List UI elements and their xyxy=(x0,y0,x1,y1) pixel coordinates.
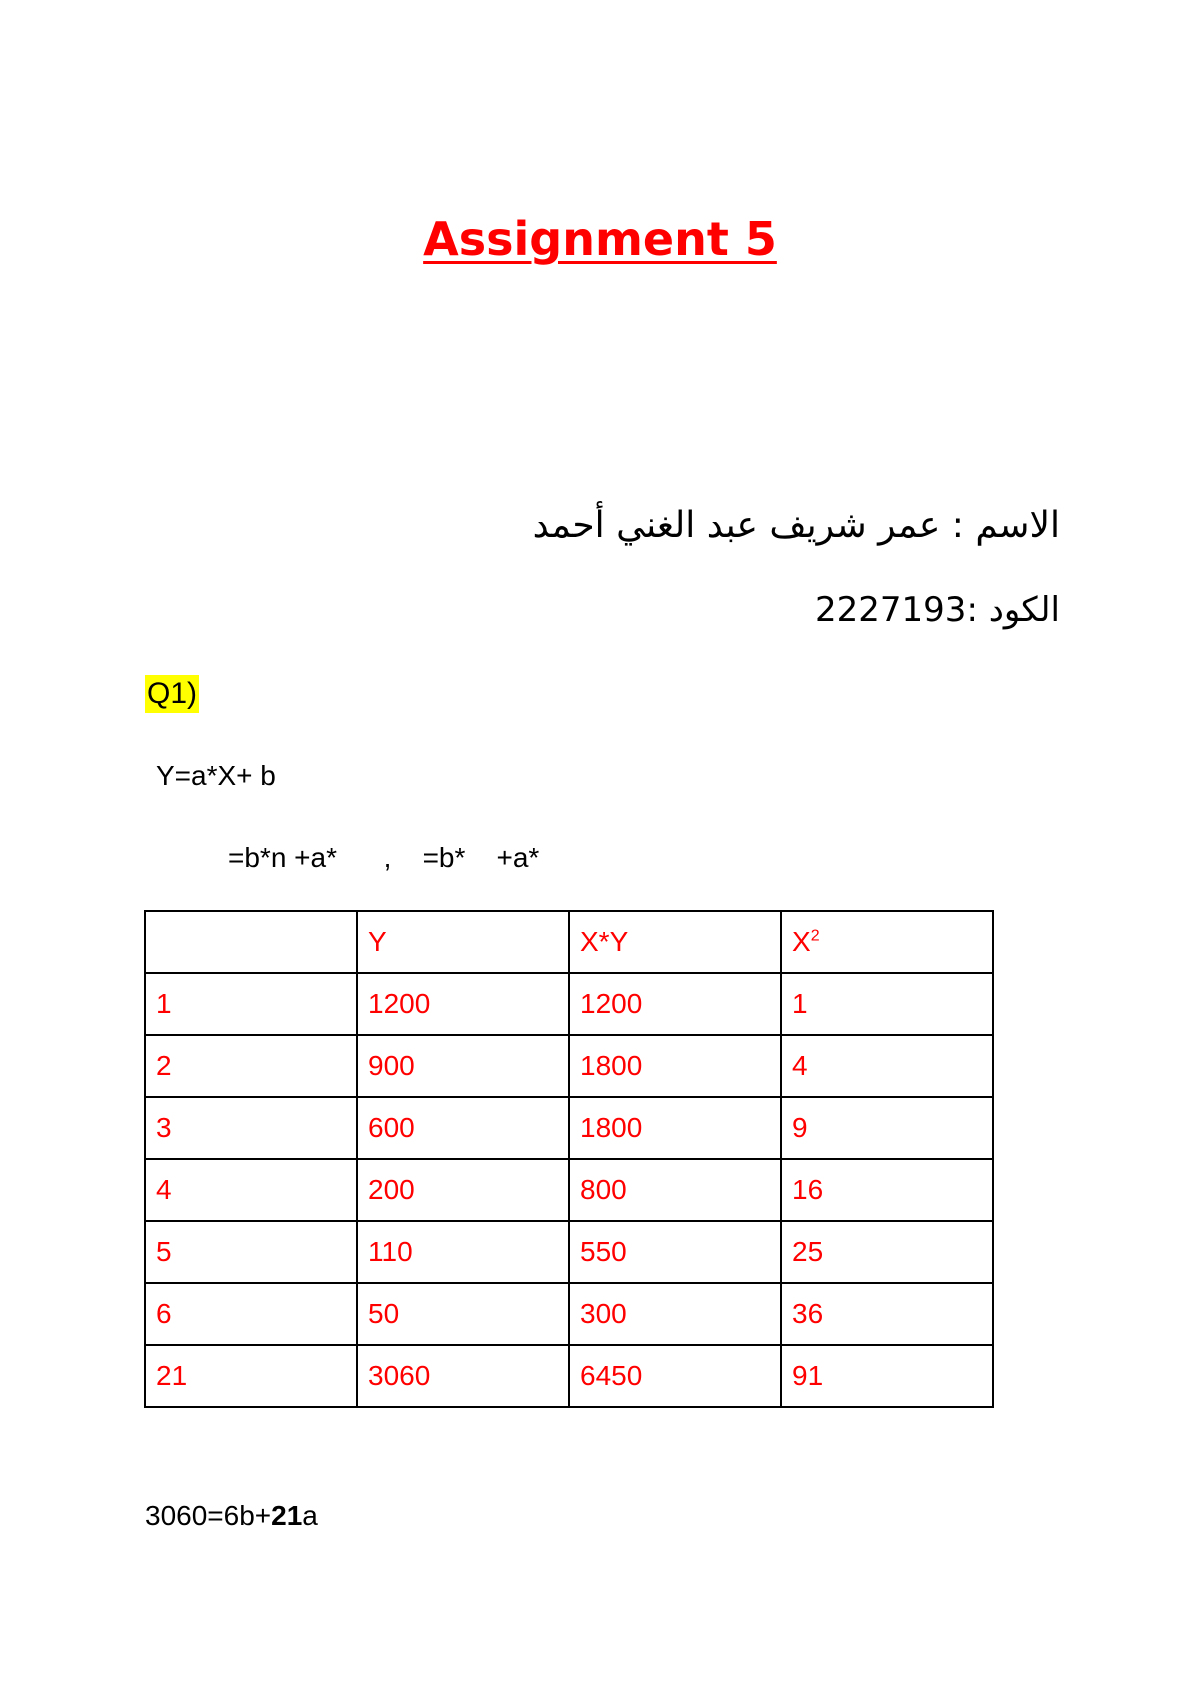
bottom-equation xyxy=(145,1500,318,1532)
question-label: Q1) xyxy=(145,675,199,713)
table-row xyxy=(145,1283,993,1345)
table-cell: 1 xyxy=(145,973,357,1035)
table-cell: 6 xyxy=(145,1283,357,1345)
bottom-equation-prefix: 3060=6b+ xyxy=(145,1500,272,1531)
table-cell: 4 xyxy=(781,1035,993,1097)
table-cell: 1800 xyxy=(569,1097,781,1159)
table-cell: 600 xyxy=(357,1097,569,1159)
code-value: 2227193 xyxy=(815,590,967,630)
table-cell: 900 xyxy=(357,1035,569,1097)
table-cell: 16 xyxy=(781,1159,993,1221)
table-cell: 300 xyxy=(569,1283,781,1345)
table-cell: 9 xyxy=(781,1097,993,1159)
table-cell: 3060 xyxy=(357,1345,569,1407)
bottom-equation-bold: 21 xyxy=(271,1500,303,1531)
name-label: الاسم : xyxy=(951,505,1060,546)
header-superscript: 2 xyxy=(810,927,820,945)
table-row xyxy=(145,1097,993,1159)
student-code-line xyxy=(815,590,1060,630)
table-row xyxy=(145,1035,993,1097)
header-x-text: X xyxy=(792,926,811,957)
regression-formula: Y=a*X+ b xyxy=(156,760,276,791)
normal-equations: =b*n +a* , =b* +a* xyxy=(228,842,540,873)
student-name-line xyxy=(533,505,1060,546)
table-row xyxy=(145,1345,993,1407)
table-cell: 6450 xyxy=(569,1345,781,1407)
bottom-equation-suffix: a xyxy=(302,1500,318,1531)
table-cell: 1200 xyxy=(357,973,569,1035)
table-cell: 1 xyxy=(781,973,993,1035)
table-cell: 800 xyxy=(569,1159,781,1221)
table-cell: 200 xyxy=(357,1159,569,1221)
code-label: الكود : xyxy=(966,590,1060,630)
name-value: عمر شريف عبد الغني أحمد xyxy=(532,505,941,546)
table-cell: 3 xyxy=(145,1097,357,1159)
table-cell: 550 xyxy=(569,1221,781,1283)
table-cell: 5 xyxy=(145,1221,357,1283)
header-cell: Y xyxy=(357,911,569,973)
table-cell: 25 xyxy=(781,1221,993,1283)
data-table xyxy=(144,910,994,1408)
table-row xyxy=(145,1221,993,1283)
table-row xyxy=(145,1159,993,1221)
table-cell: 1200 xyxy=(569,973,781,1035)
header-cell xyxy=(781,911,993,973)
table-row xyxy=(145,973,993,1035)
table-cell: 50 xyxy=(357,1283,569,1345)
table-cell: 1800 xyxy=(569,1035,781,1097)
table-cell: 21 xyxy=(145,1345,357,1407)
table-cell: 110 xyxy=(357,1221,569,1283)
header-cell: X*Y xyxy=(569,911,781,973)
table-cell: 2 xyxy=(145,1035,357,1097)
page-title: Assignment 5 xyxy=(423,212,777,266)
table-cell: 4 xyxy=(145,1159,357,1221)
header-cell xyxy=(145,911,357,973)
table-header-row xyxy=(145,911,993,973)
table-cell: 36 xyxy=(781,1283,993,1345)
table-cell: 91 xyxy=(781,1345,993,1407)
